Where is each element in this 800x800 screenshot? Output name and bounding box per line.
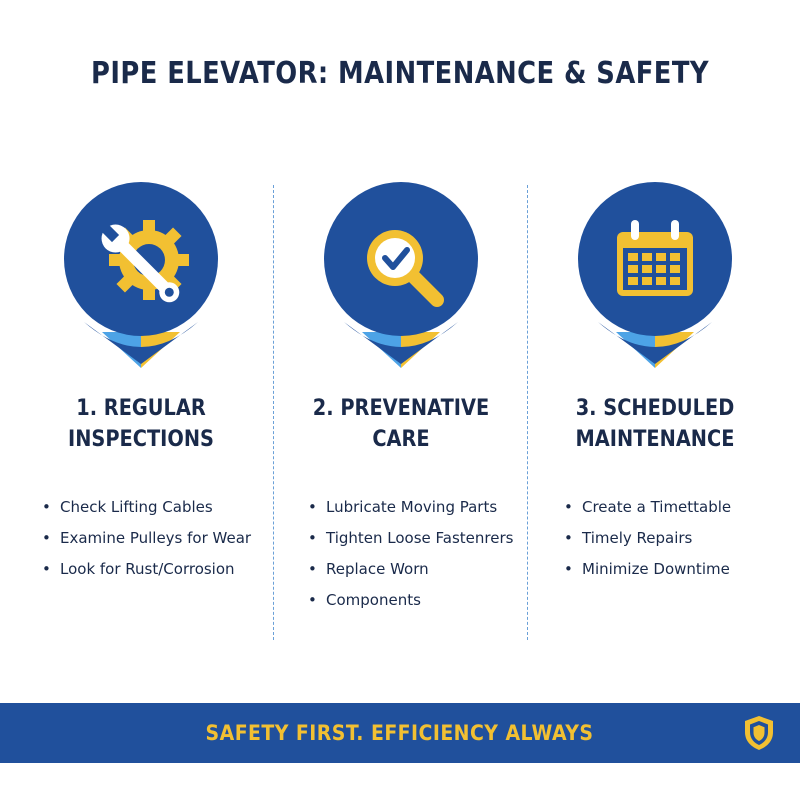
page-title: PIPE ELEVATOR: MAINTENANCE & SAFETY xyxy=(91,56,709,91)
section-heading: 2. PREVENATIVE CARE xyxy=(312,396,490,452)
list-item: • Examine Pulleys for Wear xyxy=(42,523,272,554)
column-regular-inspections xyxy=(14,0,268,660)
list-item: • Look for Rust/Corrosion xyxy=(42,554,272,585)
list-item: • Components xyxy=(308,585,538,616)
list-item: • Replace Worn xyxy=(308,554,538,585)
list-item: • Lubricate Moving Parts xyxy=(308,492,538,523)
list-item: • Minimize Downtime xyxy=(564,554,794,585)
footer-slogan: SAFETY FIRST. EFFICIENCY ALWAYS xyxy=(206,721,594,745)
wrench-gear-icon xyxy=(64,182,218,370)
section-heading: 3. SCHEDULED MAINTENANCE xyxy=(575,396,735,452)
footer-banner xyxy=(0,703,800,763)
bullet-list xyxy=(564,492,794,585)
list-item: • Timely Repairs xyxy=(564,523,794,554)
list-item: • Create a Timettable xyxy=(564,492,794,523)
list-item: • Check Lifting Cables xyxy=(42,492,272,523)
column-preventative-care xyxy=(274,0,528,660)
list-item: • Tighten Loose Fastenrers xyxy=(308,523,538,554)
bullet-list xyxy=(42,492,272,585)
calendar-icon xyxy=(578,182,732,370)
magnifier-check-icon xyxy=(324,182,478,370)
column-scheduled-maintenance xyxy=(528,0,782,660)
bullet-list xyxy=(308,492,538,616)
shield-icon xyxy=(742,714,776,752)
section-heading: 1. REGULAR INSPECTIONS xyxy=(68,396,214,452)
